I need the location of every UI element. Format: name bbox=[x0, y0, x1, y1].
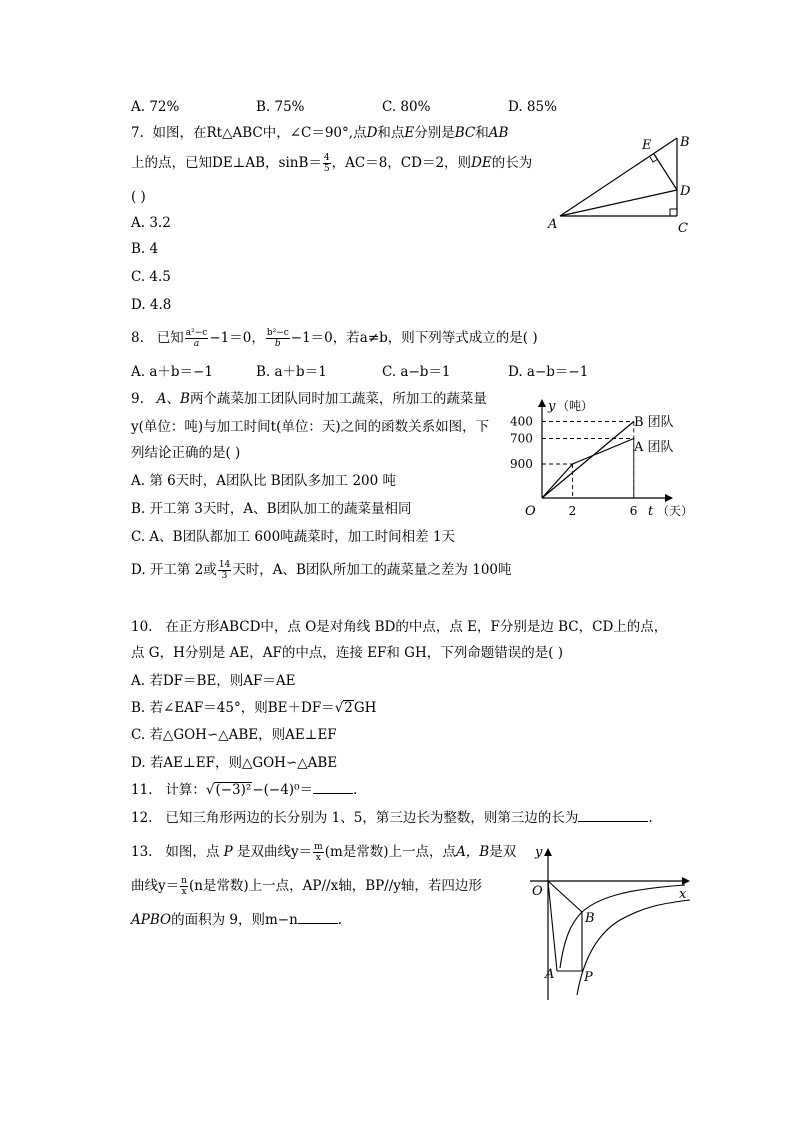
q12-end: . bbox=[648, 810, 653, 826]
q10-number: 10. bbox=[131, 619, 153, 635]
q7-number: 7. bbox=[131, 125, 144, 141]
q13-l1-d: 是双 bbox=[489, 844, 517, 860]
q9-y-axis-var: y bbox=[548, 399, 556, 414]
q7-fig-label-d: D bbox=[680, 184, 691, 199]
q7-right-angle-c bbox=[670, 209, 677, 216]
q13-points-ab: A，B bbox=[456, 844, 490, 860]
q7-point-e: E bbox=[404, 125, 415, 141]
q13-stem-line1 bbox=[131, 842, 516, 863]
q7-seg-ad bbox=[560, 190, 677, 216]
q13-seg-ob bbox=[548, 881, 582, 912]
q9-option-d bbox=[131, 560, 512, 581]
q13-n-num: n bbox=[181, 876, 187, 886]
q9-team-b: B bbox=[180, 391, 190, 407]
q13-m-num: m bbox=[314, 842, 323, 852]
q9-optd-num: 14 bbox=[218, 560, 231, 570]
q7-point-d: D bbox=[366, 125, 378, 141]
q9-x-axis-var: t bbox=[648, 504, 654, 519]
q6-option-a: A. 72% bbox=[131, 99, 180, 115]
q9-number: 9. bbox=[131, 391, 144, 407]
q11-radicand: (−3)² bbox=[215, 782, 252, 798]
q9-series-label-a: A 团队 bbox=[634, 440, 674, 455]
q13-l2-b: (n是常数)上一点，AP//x轴，BP//y轴，若四边形 bbox=[188, 878, 482, 894]
q10-stem-line1 bbox=[131, 618, 667, 636]
q13-curve-n bbox=[560, 885, 685, 968]
q7-line2-a: 上的点，已知DE⊥AB，sinB＝ bbox=[131, 155, 322, 171]
q7-stem-d: 和 bbox=[475, 125, 489, 141]
q10-option-c: C. 若△GOH∽△ABE，则AE⊥EF bbox=[131, 727, 337, 743]
q13-x-axis-arrow bbox=[682, 877, 690, 885]
q13-stem-line3 bbox=[131, 910, 342, 929]
q11-number: 11. bbox=[131, 782, 153, 798]
q7-fig-label-a: A bbox=[548, 217, 558, 232]
q7-seg-ab: AB bbox=[488, 125, 509, 141]
q13-l2-a: 曲线y＝ bbox=[131, 878, 180, 894]
q8-f1-num: a²−c bbox=[185, 328, 208, 338]
q8-f2-num: b²−c bbox=[266, 328, 289, 338]
q9-optd-b: 天时，A、B团队所加工的蔬菜量之差为 100吨 bbox=[232, 562, 512, 578]
q11-answer-blank[interactable] bbox=[313, 780, 353, 794]
q7-stem-line1 bbox=[131, 124, 508, 142]
q13-y-axis-arrow bbox=[544, 848, 552, 856]
q11-t2: −(−4)⁰＝ bbox=[252, 782, 313, 798]
q13-fig-label-b: B bbox=[585, 911, 595, 926]
q7-stem-c: 分别是 bbox=[414, 125, 455, 141]
q7-stem-a: 如图，在Rt△ABC中，∠C＝90°,点 bbox=[152, 125, 367, 141]
q7-fig-label-e: E bbox=[642, 138, 652, 153]
q9-ytick-label: 900 bbox=[510, 457, 533, 471]
q8-f1-den: a bbox=[193, 339, 200, 349]
q13-answer-blank[interactable] bbox=[298, 910, 338, 924]
q7-fig-label-c: C bbox=[678, 221, 688, 236]
q10-option-d: D. 若AE⊥EF，则△GOH∽△ABE bbox=[131, 755, 338, 771]
q7-line2-b: ，AC＝8，CD＝2，则 bbox=[331, 155, 472, 171]
q8-option-d: D. a−b＝−1 bbox=[508, 364, 589, 380]
q11-t1: 计算： bbox=[165, 782, 206, 798]
q8-stem bbox=[131, 328, 538, 349]
q10-optb-b: GH bbox=[353, 700, 377, 716]
q6-option-b: B. 75% bbox=[256, 99, 305, 115]
q9-series-line-a bbox=[542, 439, 634, 499]
q9-option-c: C. A、B团队都加工 600吨蔬菜时，加工时间相差 1天 bbox=[131, 529, 456, 545]
q8-t2: −1＝0， bbox=[209, 330, 265, 346]
q6-option-c: C. 80% bbox=[382, 99, 431, 115]
q10-stem-line2: 点 G，H分别是 AE，AF的中点，连接 EF和 GH，下列命题错误的是( ) bbox=[131, 645, 564, 661]
q9-ytick-label: 400 bbox=[510, 414, 533, 429]
q7-seg-bc: BC bbox=[454, 125, 476, 141]
q8-option-a: A. a＋b＝−1 bbox=[131, 364, 213, 380]
q9-series-line-b bbox=[542, 422, 634, 499]
q8-option-b: B. a＋b＝1 bbox=[256, 364, 327, 380]
q12-answer-blank[interactable] bbox=[578, 808, 648, 822]
q12-number: 12. bbox=[131, 810, 153, 826]
q9-option-a: A. 第 6天时，A团队比 B团队多加工 200 吨 bbox=[131, 473, 397, 489]
q13-fig-label-o: O bbox=[532, 884, 543, 899]
q8-fraction-1 bbox=[185, 328, 209, 349]
q8-number: 8. bbox=[131, 330, 144, 346]
q7-option-b: B. 4 bbox=[131, 241, 159, 257]
q13-n-den: x bbox=[181, 887, 187, 897]
q9-series-label-b: B 团队 bbox=[634, 415, 674, 430]
q9-y-axis-unit: （吨） bbox=[557, 399, 594, 413]
q9-y-axis-arrow bbox=[538, 399, 546, 407]
q10-option-b: B. 若∠EAF＝45°，则BE＋DF＝√2GH bbox=[131, 700, 377, 716]
q7-triangle-figure bbox=[540, 128, 700, 238]
q13-l1-a: 如图，点 bbox=[165, 844, 224, 860]
q7-stem-b: 和点 bbox=[377, 125, 405, 141]
q13-l3-c: . bbox=[337, 912, 343, 928]
q9-optd-den: 3 bbox=[221, 571, 228, 581]
q13-number: 13. bbox=[131, 844, 153, 860]
q13-fig-label-y: y bbox=[535, 845, 543, 860]
q13-l1-c: (m是常数)上一点，点 bbox=[324, 844, 457, 860]
q8-fraction-2 bbox=[266, 328, 290, 349]
q7-stem-line2 bbox=[131, 153, 532, 174]
q9-line-chart bbox=[505, 392, 700, 524]
q11-t3: . bbox=[353, 782, 358, 798]
q9-team-a: A bbox=[156, 391, 167, 407]
q13-hyperbola-figure bbox=[520, 840, 700, 1005]
q9-xtick-label: 6 bbox=[629, 504, 638, 518]
q7-line2-c: 的长为 bbox=[491, 155, 533, 171]
q7-frac-den: 5 bbox=[323, 164, 330, 174]
q13-l1-b: 是双曲线y＝ bbox=[232, 844, 313, 860]
q7-option-c: C. 4.5 bbox=[131, 269, 171, 285]
q9-option-b: B. 开工第 3天时，A、B团队加工的蔬菜量相同 bbox=[131, 501, 412, 517]
q9-stem-line1 bbox=[131, 390, 487, 408]
q9-x-axis-unit: （天） bbox=[657, 504, 694, 518]
q8-t1: 已知 bbox=[156, 330, 184, 346]
q7-side-ab bbox=[560, 138, 677, 216]
q8-f2-den: b bbox=[274, 339, 281, 349]
q13-point-p: P bbox=[223, 844, 233, 860]
q13-fig-label-x: x bbox=[679, 887, 687, 902]
q9-ytick-label: 700 bbox=[510, 431, 533, 446]
q12-text: 已知三角形两边的长分别为 1、5，第三边长为整数，则第三边的长为 bbox=[165, 810, 579, 826]
q9-origin: O bbox=[525, 504, 536, 519]
q13-quad: APBO bbox=[131, 912, 172, 928]
q9-sep: 、 bbox=[166, 391, 181, 407]
q13-m-den: x bbox=[315, 853, 321, 863]
q7-paren: ( ) bbox=[131, 189, 146, 205]
q8-t3: −1＝0，若a≠b，则下列等式成立的是( ) bbox=[290, 330, 538, 346]
q9-optd-a: D. 开工第 2或 bbox=[131, 562, 217, 578]
q7-option-a: A. 3.2 bbox=[131, 215, 171, 231]
q11-stem: 11. 计算：√(−3)²−(−4)⁰＝ . bbox=[131, 782, 358, 798]
q7-fig-label-b: B bbox=[680, 135, 690, 150]
q9-optd-fraction bbox=[218, 560, 231, 581]
q10-line1-text: 在正方形ABCD中，点 O是对角线 BD的中点，点 E，F分别是边 BC，CD上的点， bbox=[165, 619, 668, 635]
q10-optb-a: B. 若∠EAF＝45°，则BE＋DF＝ bbox=[131, 700, 335, 716]
q13-seg-oa bbox=[548, 881, 557, 971]
q12-stem bbox=[131, 808, 653, 827]
q13-l3-b: 的面积为 9，则m−n bbox=[171, 912, 298, 928]
q9-line1-rest: 两个蔬菜加工团队同时加工蔬菜，所加工的蔬菜量 bbox=[189, 391, 487, 407]
q13-m-fraction bbox=[313, 842, 324, 863]
q9-x-axis-arrow bbox=[665, 494, 673, 502]
q7-fraction bbox=[323, 153, 331, 174]
q10-optb-sqrt: 2 bbox=[344, 700, 353, 716]
q10-option-a: A. 若DF＝BE，则AF＝AE bbox=[131, 673, 296, 689]
q9-stem-line3: 列结论正确的是( ) bbox=[131, 445, 241, 461]
q13-n-fraction bbox=[180, 876, 188, 897]
q13-fig-label-p: P bbox=[584, 970, 593, 985]
q13-stem-line2 bbox=[131, 876, 482, 897]
q9-stem-line2: y(单位：吨)与加工时间t(单位：天)之间的函数关系如图，下 bbox=[131, 419, 490, 435]
q6-option-d: D. 85% bbox=[508, 99, 557, 115]
q8-option-c: C. a−b＝1 bbox=[382, 364, 451, 380]
q7-option-d: D. 4.8 bbox=[131, 297, 172, 313]
q7-frac-num: 4 bbox=[323, 153, 330, 163]
q7-seg-de: DE bbox=[471, 155, 492, 171]
q9-xtick-label: 2 bbox=[568, 504, 577, 518]
q13-fig-label-a: A bbox=[545, 967, 555, 982]
